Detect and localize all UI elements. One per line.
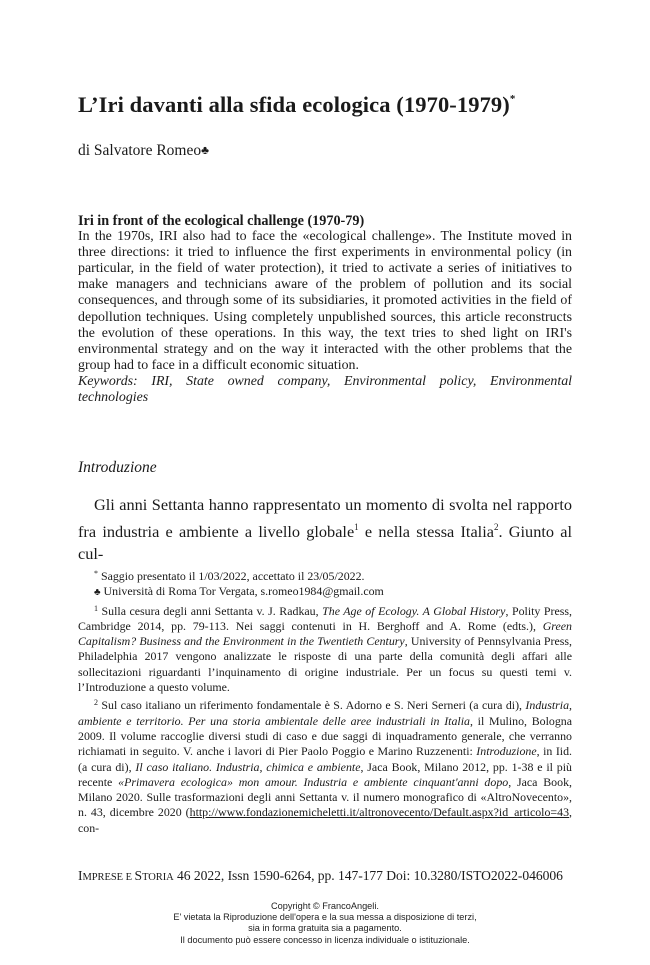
footnote-text: Università di Roma Tor Vergata, s.romeo1984@gmail.com bbox=[100, 584, 384, 599]
copyright-line: Copyright © FrancoAngeli. bbox=[271, 901, 379, 911]
footnote-1 bbox=[78, 601, 572, 696]
copyright-notice bbox=[100, 901, 550, 946]
footnote-2 bbox=[78, 695, 572, 836]
footnote-text: , University of Pennsylvania Press, Philadelphia 2017 vengono analizzate le risposte di una parte della comunità degli affari alle sollecitazioni riguardanti l’inquinamento di origine industriale. Per un focus su questi temi v. l’Introduzione a questo volume. bbox=[78, 634, 573, 695]
author-line bbox=[78, 142, 209, 160]
body-text-part: . Giunto al cul- bbox=[78, 522, 572, 563]
section-heading: Introduzione bbox=[78, 459, 157, 476]
footnote-mark: * bbox=[94, 569, 98, 578]
footnote-book-title: «Primavera ecologica» mon amour. Industria e ambiente cinquant'anni dopo bbox=[118, 774, 509, 789]
author-name: di Salvatore Romeo bbox=[78, 142, 202, 159]
footnote-book-title: Industria, ambiente e territorio. Per una storia ambientale delle aree industriali in Italia bbox=[78, 698, 572, 728]
copyright-line: sia in forma gratuita sia a pagamento. bbox=[248, 923, 402, 934]
abstract-text: In the 1970s, IRI also had to face the «ecological challenge». The Institute moved in three directions: it tried to influence the first experiments in environmental policy (in particular, in the field of water protection), it tried to activate a series of initiatives to make managers and technicians aware of the problem of pollution and its social consequences, and through some of its subsidiaries, it promoted activities in the field of depollution techniques. Using completely unpublished sources, this article reconstructs the evolution of these operations. In this way, the text tries to shed light on IRI's environmental strategy and on the way it interacted with the other problems that the group had to face in a difficult economic situation. bbox=[78, 229, 572, 373]
footnote-text: , con- bbox=[78, 805, 572, 835]
footnote-star bbox=[78, 566, 572, 584]
footnote-text: , Jaca Book, Milano 2012, pp. 1-38 e il più recente bbox=[78, 759, 572, 789]
footnote-book-title: Green Capitalism? Business and the Environment in the Twentieth Century bbox=[78, 618, 572, 649]
journal-details: 46 2022, Issn 1590-6264, pp. 147-177 Doi: 10.3280/ISTO2022-046006 bbox=[173, 868, 563, 883]
footnote-mark: ♣ bbox=[94, 587, 101, 599]
footnote-book-title: The Age of Ecology. A Global History bbox=[322, 603, 506, 618]
body-paragraph bbox=[78, 494, 572, 565]
journal-citation bbox=[78, 868, 572, 884]
footnote-book-title: Introduzione bbox=[476, 744, 537, 759]
footnote-text: Saggio presentato il 1/03/2022, accettato il 23/05/2022. bbox=[98, 569, 365, 583]
footnote-text: , in Iid. (a cura di), bbox=[78, 744, 572, 774]
abstract-keywords: Keywords: IRI, State owned company, Environmental policy, Environmental technologies bbox=[78, 373, 572, 406]
footnote-text: Sulla cesura degli anni Settanta v. J. Radkau, bbox=[98, 603, 323, 618]
body-text-part: e nella stessa Italia bbox=[358, 522, 494, 541]
copyright-line: Il documento può essere concesso in licenza individuale o istituzionale. bbox=[180, 934, 470, 945]
journal-initial: I bbox=[78, 868, 83, 883]
copyright-line: E' vietata la Riproduzione dell'opera e la sua messa a disposizione di terzi, bbox=[173, 912, 477, 923]
footnote-mark: 2 bbox=[94, 698, 98, 708]
author-footnote-mark: ♣ bbox=[201, 143, 209, 157]
footnote-mark: 1 bbox=[94, 603, 98, 613]
footnote-text: , Jaca Book, Milano 2020. Sulle trasformazioni degli anni Settanta v. il numero monografico di «AltroNovecento», n. 43, dicembre 2020 ( bbox=[78, 774, 572, 820]
body-text-part: Gli anni Settanta hanno rappresentato un momento di svolta nel rapporto fra industria e ambiente a livello globale bbox=[78, 495, 572, 541]
footnote-text: , Polity Press, Cambridge 2014, pp. 79-113. Nei saggi contenuti in H. Berghoff and A. Rome (edts.), bbox=[78, 603, 572, 633]
footnote-text: , il Mulino, Bologna 2009. Il volume raccoglie diversi studi di caso e due saggi di inquadramento generale, che verranno richiamati in seguito. V. anche i lavori di Pier Paolo Poggio e Marino Ruzzenenti: bbox=[78, 713, 573, 759]
journal-smallcaps: MPRESE E bbox=[82, 872, 135, 883]
title-text: L’Iri davanti alla sfida ecologica (1970-1979) bbox=[78, 92, 510, 117]
title-footnote-mark: * bbox=[509, 93, 516, 105]
footnote-book-title: Il caso italiano. Industria, chimica e ambiente bbox=[135, 759, 361, 774]
abstract bbox=[78, 213, 572, 406]
footnote-ref-2: 2 bbox=[493, 522, 499, 532]
article-title bbox=[78, 92, 578, 118]
footnote-ref-1: 1 bbox=[354, 522, 359, 532]
abstract-title: Iri in front of the ecological challenge (1970-79) bbox=[78, 213, 365, 229]
footnote-link[interactable]: http://www.fondazionemicheletti.it/altronovecento/Default.aspx?id_articolo=43 bbox=[189, 805, 570, 820]
footnotes bbox=[78, 566, 572, 836]
footnote-text: Sul caso italiano un riferimento fondamentale è S. Adorno e S. Neri Serneri (a cura di), bbox=[98, 698, 526, 713]
footnote-club bbox=[78, 584, 572, 600]
journal-initial: S bbox=[134, 868, 143, 883]
journal-smallcaps: TORIA bbox=[142, 872, 174, 883]
